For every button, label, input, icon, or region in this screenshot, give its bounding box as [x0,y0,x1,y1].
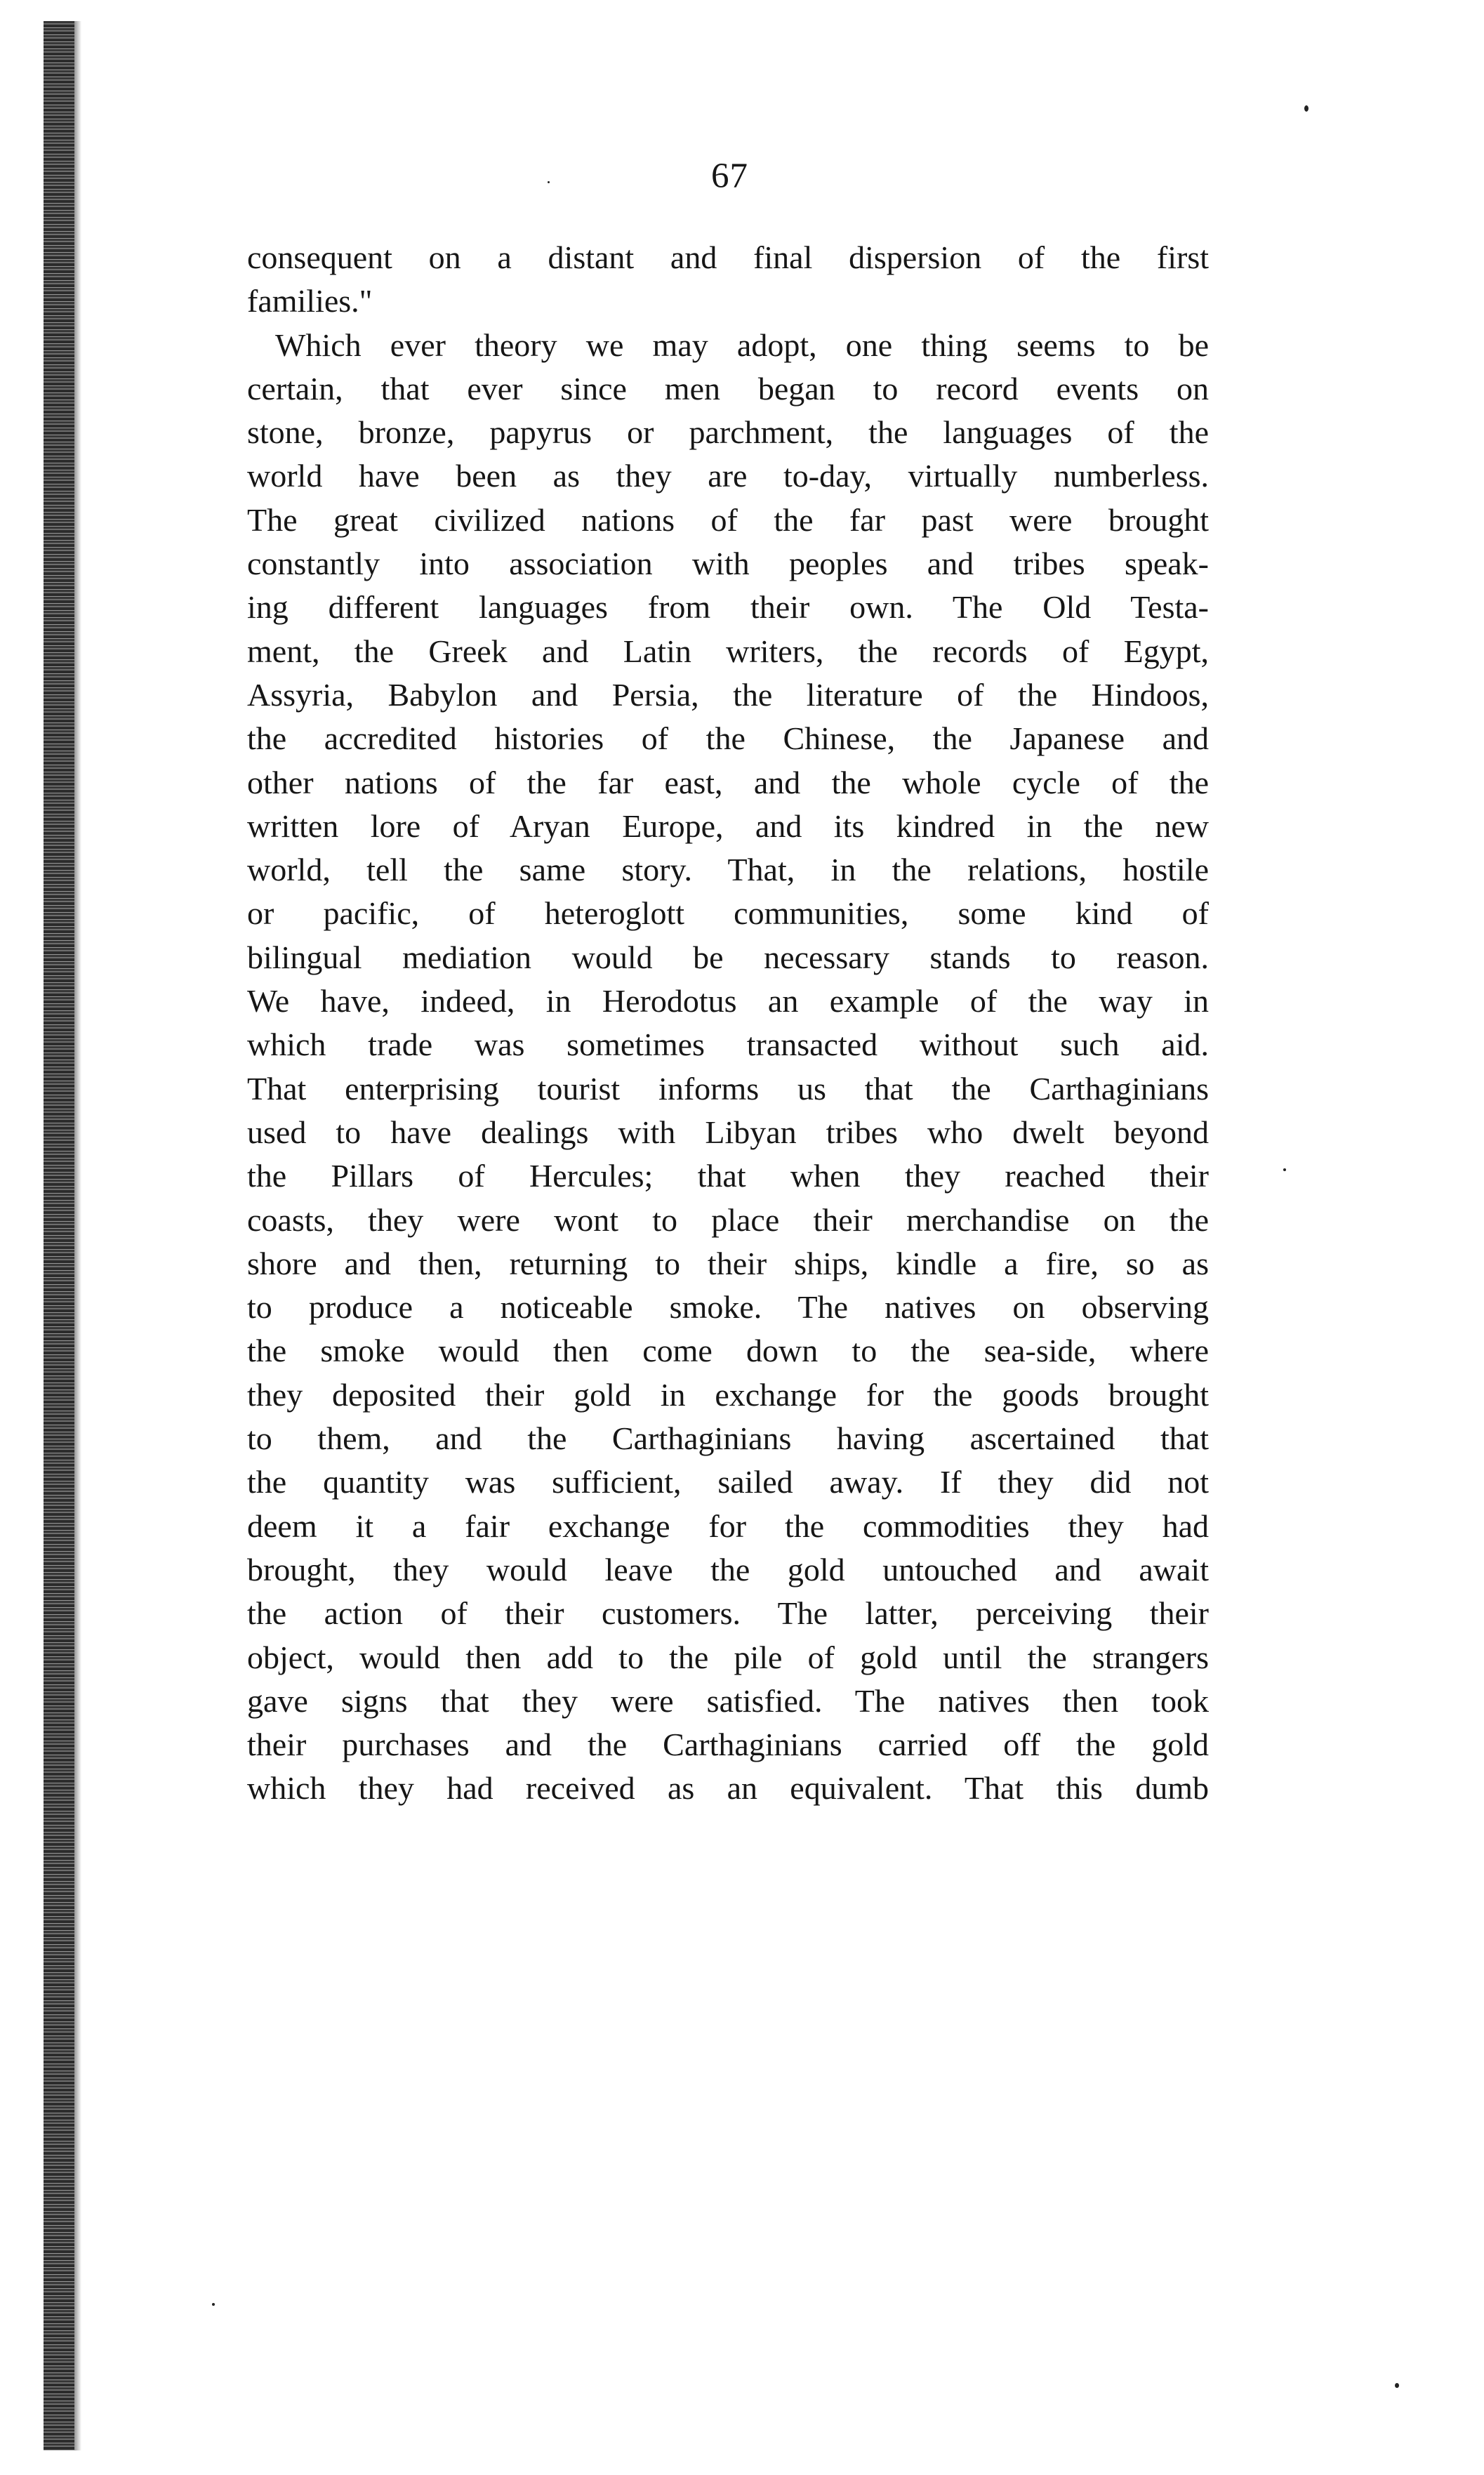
text-line: Which ever theory we may adopt, one thing seems to be [275,326,1209,363]
text-line: ing different languages from their own. The Old Testa- [247,589,1209,626]
text-line: the quantity was sufficient, sailed away. If they did not [247,1464,1209,1500]
text-line: constantly into association with peoples and tribes speak- [247,546,1209,582]
text-line: which trade was sometimes transacted without such aid. [247,1027,1209,1063]
text-line: object, would then add to the pile of gold until the strangers [247,1639,1209,1675]
print-speck [1304,105,1309,112]
text-line: the smoke would then come down to the sea-side, where [247,1333,1209,1369]
text-line: used to have dealings with Libyan tribes who dwelt beyond [247,1114,1209,1150]
text-line: gave signs that they were satisfied. The natives then took [247,1682,1209,1719]
binding-edge [44,21,74,2450]
text-line: We have, indeed, in Herodotus an example of the way in [247,983,1209,1019]
text-line: to them, and the Carthaginians having ascertained that [247,1420,1209,1457]
page-number: 67 [711,157,748,196]
text-line: The great civilized nations of the far past were brought [247,501,1209,538]
text-line: written lore of Aryan Europe, and its kindred in the new [247,807,1209,844]
body-text [247,236,1209,1811]
text-line: That enterprising tourist informs us that the Carthaginians [247,1070,1209,1107]
text-line: coasts, they were wont to place their merchandise on the [247,1201,1209,1238]
text-line: families." [247,283,373,319]
text-line: to produce a noticeable smoke. The natives on observing [247,1289,1209,1326]
text-line: the Pillars of Hercules; that when they reached their [247,1158,1209,1194]
text-line: their purchases and the Carthaginians carried off the gold [247,1727,1209,1763]
text-line: deem it a fair exchange for the commodities they had [247,1507,1209,1544]
text-line: bilingual mediation would be necessary stands to reason. [247,939,1209,975]
text-line: which they had received as an equivalent. That this dumb [247,1770,1209,1807]
print-speck [1395,2383,1399,2388]
text-line: world, tell the same story. That, in the relations, hostile [247,852,1209,888]
print-speck [548,181,550,183]
text-line: certain, that ever since men began to record events on [247,370,1209,407]
text-line: consequent on a distant and final dispersion of the first [247,239,1209,275]
text-line: they deposited their gold in exchange for the goods brought [247,1376,1209,1413]
print-speck [1283,1168,1286,1171]
text-line: or pacific, of heteroglott communities, some kind of [247,895,1209,932]
text-line: stone, bronze, papyrus or parchment, the languages of the [247,414,1209,451]
text-line: the accredited histories of the Chinese, the Japanese and [247,720,1209,757]
text-line: brought, they would leave the gold untouched and await [247,1551,1209,1588]
text-line: ment, the Greek and Latin writers, the records of Egypt, [247,633,1209,669]
text-line: the action of their customers. The latter, perceiving their [247,1595,1209,1632]
text-line: other nations of the far east, and the whole cycle of the [247,764,1209,800]
text-line: Assyria, Babylon and Persia, the literature of the Hindoos, [247,676,1209,713]
text-line: world have been as they are to-day, virtually numberless. [247,458,1209,494]
text-line: shore and then, returning to their ships, kindle a fire, so as [247,1245,1209,1281]
print-speck [212,2303,215,2306]
